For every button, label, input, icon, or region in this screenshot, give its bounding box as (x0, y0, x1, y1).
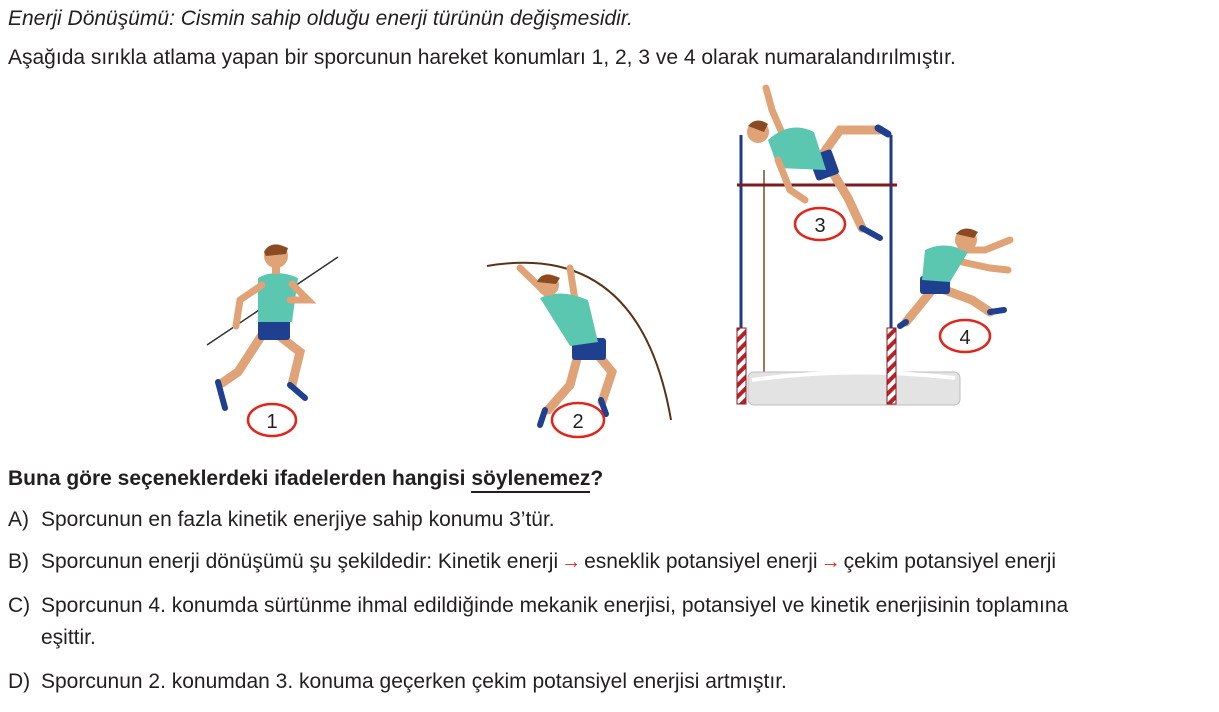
option-d-text: Sporcunun 2. konumdan 3. konuma geçerken çekim potansiyel enerjisi artmıştır. (41, 670, 787, 693)
question-prefix: Buna göre seçeneklerdeki ifadelerden hangisi (8, 467, 472, 490)
option-a-letter: A) (8, 508, 29, 531)
label-2: 2 (572, 411, 584, 433)
option-b-part3: çekim potansiyel enerji (843, 550, 1057, 573)
option-b-part2: esneklik potansiyel enerji (584, 550, 818, 573)
option-d-letter: D) (8, 670, 31, 693)
arrow-icon: → (561, 551, 582, 573)
option-c-line2: eşittir. (41, 626, 96, 649)
option-b[interactable] (8, 549, 1056, 575)
option-c-letter: C) (8, 594, 31, 617)
option-c-line1: Sporcunun 4. konumda sürtünme ihmal edildiğinde mekanik enerjisi, potansiyel ve kinetik enerjisinin toplamına (41, 594, 1069, 617)
intro-text: Aşağıda sırıkla atlama yapan bir sporcunun hareket konumları 1, 2, 3 ve 4 olarak numaralandırılmıştır. (8, 46, 956, 69)
pole-vault-figure (0, 80, 1219, 440)
definition-text: Enerji Dönüşümü: Cismin sahip olduğu enerji türünün değişmesidir. (8, 7, 633, 30)
option-a[interactable] (8, 507, 555, 533)
question-suffix: ? (590, 467, 604, 490)
option-d[interactable] (8, 669, 787, 695)
athlete-position-1 (207, 244, 338, 408)
athlete-position-2 (487, 263, 671, 425)
option-b-letter: B) (8, 550, 29, 573)
option-a-text: Sporcunun en fazla kinetik enerjiye sahip konumu 3’tür. (41, 508, 555, 531)
athlete-position-4 (900, 228, 1010, 326)
arrow-icon: → (820, 551, 841, 573)
question-underlined: söylenemez (471, 467, 590, 493)
label-1: 1 (266, 411, 278, 433)
option-c[interactable] (8, 593, 1213, 651)
label-4: 4 (959, 327, 971, 349)
label-3: 3 (814, 215, 826, 237)
question-text (8, 466, 603, 492)
option-b-part1: Sporcunun enerji dönüşümü şu şekildedir: Kinetik enerji (41, 550, 559, 573)
